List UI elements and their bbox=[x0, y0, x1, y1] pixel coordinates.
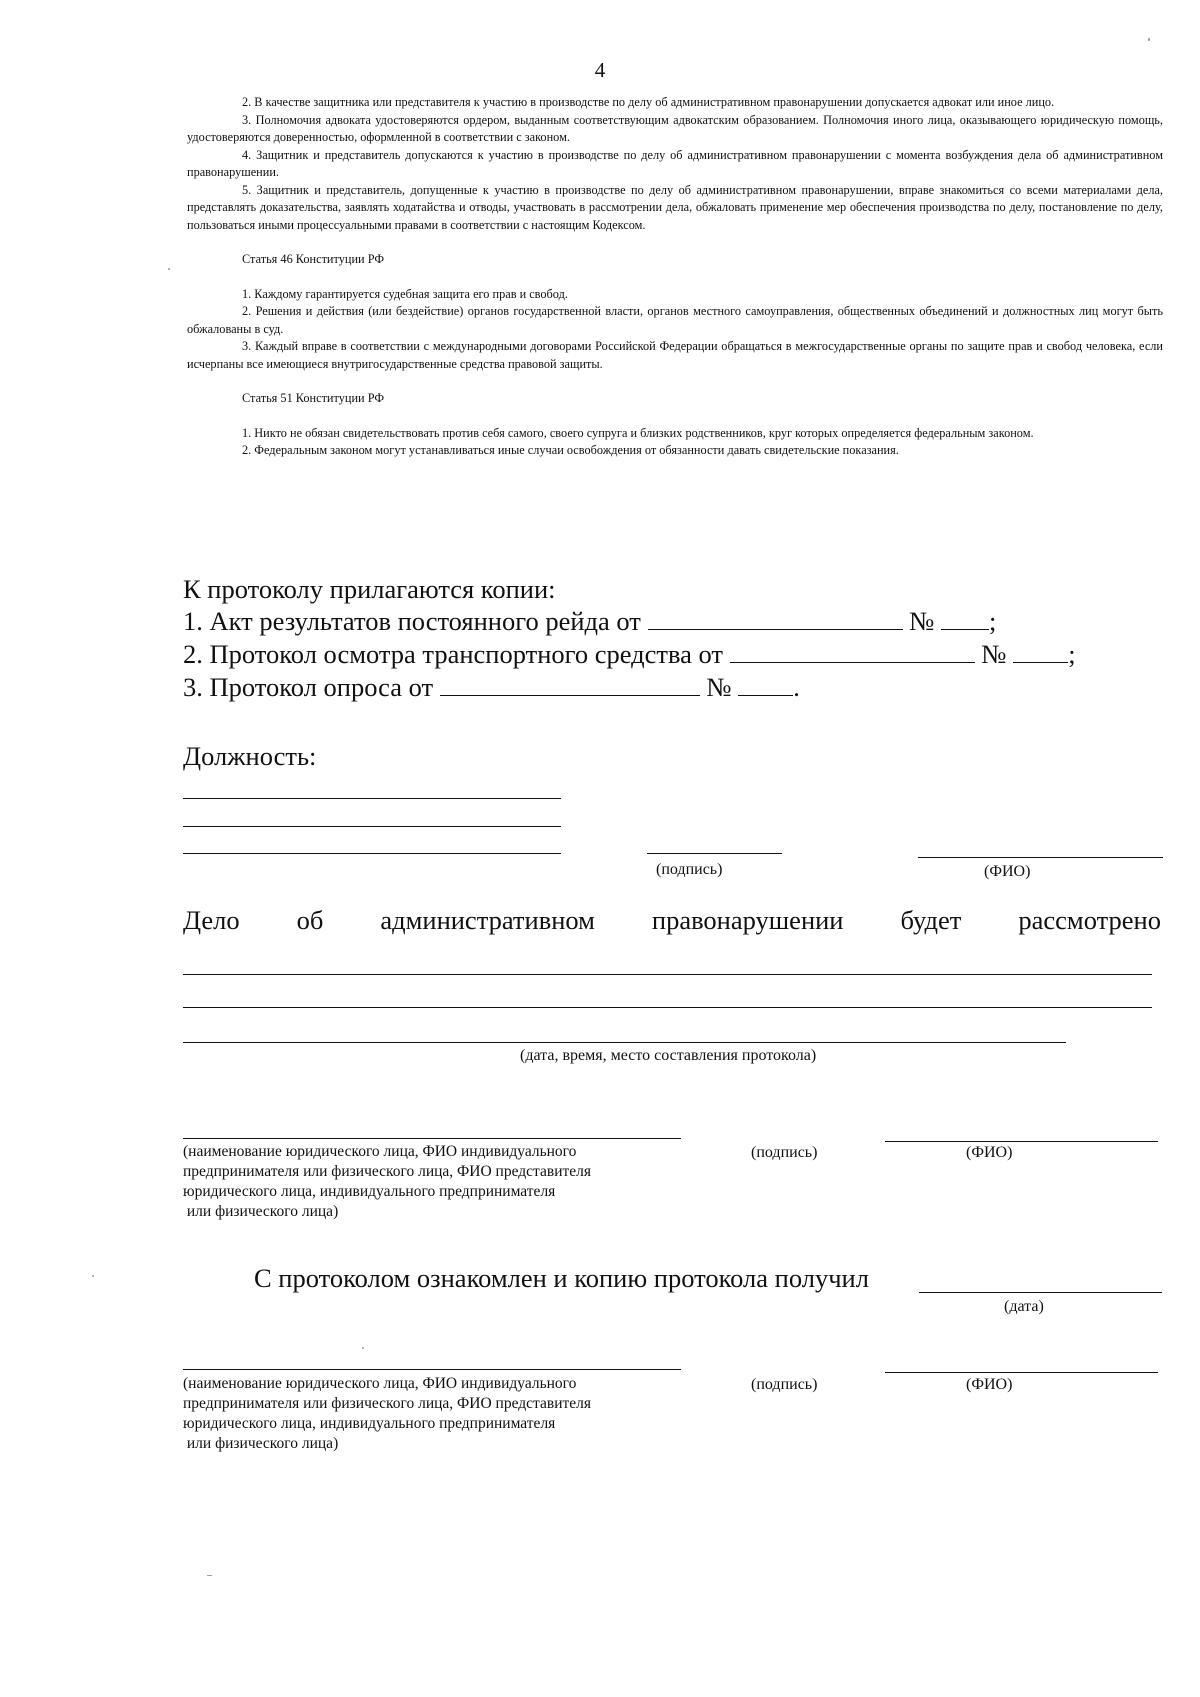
article-46-title: Статья 46 Конституции РФ bbox=[242, 252, 385, 266]
number-sign: № bbox=[981, 639, 1007, 669]
koap-paragraph-3: 3. Полномочия адвоката удостоверяются ордером, выданным соответствующим адвокатским образованием. Полномочия иного лица, оказывающего юридическую помощь, удостоверяются доверенностью, оформленной в соответствии с законом. bbox=[187, 112, 1163, 144]
acknowledgement-date-line[interactable] bbox=[919, 1292, 1162, 1293]
party2-fio-line[interactable] bbox=[885, 1372, 1158, 1373]
inspection-date-field[interactable] bbox=[730, 638, 975, 663]
scan-speck bbox=[362, 1347, 364, 1349]
party2-signature-caption: (подпись) bbox=[751, 1376, 818, 1393]
party1-note-line: или физического лица) bbox=[183, 1203, 339, 1220]
party2-note-line: предпринимателя или физического лица, ФИО представителя bbox=[183, 1395, 592, 1412]
koap-paragraph-4: 4. Защитник и представитель допускаются к участию в производстве по делу об административном правонарушении с момента возбуждения дела об административном правонарушении. bbox=[187, 147, 1163, 179]
article-46-paragraph-1: 1. Каждому гарантируется судебная защита его прав и свобод. bbox=[242, 286, 568, 301]
case-consideration-line bbox=[183, 905, 1161, 936]
case-word: правонарушении bbox=[651, 905, 844, 935]
attachment-item-1 bbox=[183, 605, 996, 637]
fio-caption: (ФИО) bbox=[984, 863, 1031, 880]
party2-note-line: юридического лица, индивидуального предпринимателя bbox=[183, 1415, 556, 1432]
interview-date-field[interactable] bbox=[440, 671, 700, 696]
case-details-caption: (дата, время, место составления протокола) bbox=[520, 1047, 817, 1064]
article-46-paragraph-2: 2. Решения и действия (или бездействие) органов государственной власти, органов местного самоуправления, общественных объединений и должностных лиц могут быть обжалованы в суд. bbox=[187, 304, 1163, 336]
inspection-number-field[interactable] bbox=[1013, 638, 1068, 663]
koap-paragraph-5: 5. Защитник и представитель, допущенные к участию в производстве по делу об административном правонарушении, вправе знакомиться со всеми материалами дела, представлять доказательства, заявлять ходатайства и отводы, участвовать в рассмотрении дела, обжаловать применение мер обеспечения производства по делу, постановление по делу, пользоваться иными процессуальными правами в соответствии с настоящим Кодексом. bbox=[187, 182, 1163, 232]
case-details-line-2[interactable] bbox=[183, 1007, 1152, 1008]
party1-fio-caption: (ФИО) bbox=[966, 1144, 1013, 1161]
party1-fio-line[interactable] bbox=[885, 1141, 1158, 1142]
scan-speck bbox=[168, 268, 170, 270]
page-number: 4 bbox=[594, 58, 606, 82]
party2-note-line: или физического лица) bbox=[183, 1435, 339, 1452]
attachments-heading: К протоколу прилагаются копии: bbox=[183, 574, 556, 604]
attachment-item-2-text: 2. Протокол осмотра транспортного средства от bbox=[183, 639, 724, 669]
semicolon: ; bbox=[1068, 639, 1076, 669]
article-51-title: Статья 51 Конституции РФ bbox=[242, 391, 385, 405]
case-word: административном bbox=[380, 905, 595, 935]
case-details-line-1[interactable] bbox=[183, 974, 1152, 975]
act-number-field[interactable] bbox=[941, 605, 989, 630]
party1-note-line: предпринимателя или физического лица, ФИО представителя bbox=[183, 1163, 592, 1180]
party2-fio-caption: (ФИО) bbox=[966, 1376, 1013, 1393]
party1-name-caption bbox=[183, 1142, 591, 1222]
case-word: рассмотрено bbox=[1018, 905, 1161, 935]
acknowledgement-date-caption: (дата) bbox=[1004, 1298, 1044, 1315]
article-51-paragraph-1: 1. Никто не обязан свидетельствовать против себя самого, своего супруга и близких родственников, круг которых определяется федеральным законом. bbox=[242, 425, 1034, 440]
legal-text-block bbox=[187, 94, 1163, 460]
position-fio-line[interactable] bbox=[918, 857, 1163, 858]
party2-name-line[interactable] bbox=[183, 1369, 681, 1370]
koap-paragraph-2: 2. В качестве защитника или представителя к участию в производстве по делу об административном правонарушении допускается адвокат или иное лицо. bbox=[242, 95, 1055, 109]
party1-signature-caption: (подпись) bbox=[751, 1144, 818, 1161]
position-label: Должность: bbox=[183, 741, 317, 771]
case-details-line-3[interactable] bbox=[183, 1042, 1066, 1043]
party1-note-line: юридического лица, индивидуального предпринимателя bbox=[183, 1183, 556, 1200]
position-signature-line[interactable] bbox=[647, 853, 782, 854]
article-51-paragraph-2: 2. Федеральным законом могут устанавливаться иные случаи освобождения от обязанности давать свидетельские показания. bbox=[242, 443, 899, 457]
position-line-2[interactable] bbox=[183, 826, 561, 827]
case-word: об bbox=[296, 905, 324, 935]
number-sign: № bbox=[706, 672, 732, 702]
case-word: будет bbox=[900, 905, 962, 935]
signature-caption: (подпись) bbox=[656, 861, 723, 878]
attachment-item-1-text: 1. Акт результатов постоянного рейда от bbox=[183, 606, 641, 636]
article-46-paragraph-3: 3. Каждый вправе в соответствии с международными договорами Российской Федерации обращаться в межгосударственные органы по защите прав и свобод человека, если исчерпаны все имеющиеся внутригосударственные средства правовой защиты. bbox=[187, 339, 1163, 371]
scan-speck bbox=[207, 1575, 212, 1576]
party1-note-line: (наименование юридического лица, ФИО индивидуального bbox=[183, 1143, 577, 1160]
party2-note-line: (наименование юридического лица, ФИО индивидуального bbox=[183, 1375, 577, 1392]
scan-speck bbox=[92, 1275, 94, 1277]
scan-speck bbox=[1148, 38, 1150, 41]
position-line-3[interactable] bbox=[183, 853, 561, 854]
attachment-item-3-text: 3. Протокол опроса от bbox=[183, 672, 434, 702]
attachment-item-2 bbox=[183, 638, 1076, 670]
interview-number-field[interactable] bbox=[738, 671, 793, 696]
number-sign: № bbox=[909, 606, 935, 636]
act-date-field[interactable] bbox=[648, 605, 903, 630]
case-word: Дело bbox=[183, 905, 240, 935]
acknowledgement-text: С протоколом ознакомлен и копию протокола получил bbox=[254, 1263, 869, 1293]
semicolon: ; bbox=[989, 606, 997, 636]
period: . bbox=[793, 672, 800, 702]
party1-name-line[interactable] bbox=[183, 1138, 681, 1139]
attachment-item-3 bbox=[183, 671, 800, 703]
position-line-1[interactable] bbox=[183, 798, 561, 799]
party2-name-caption bbox=[183, 1374, 591, 1454]
